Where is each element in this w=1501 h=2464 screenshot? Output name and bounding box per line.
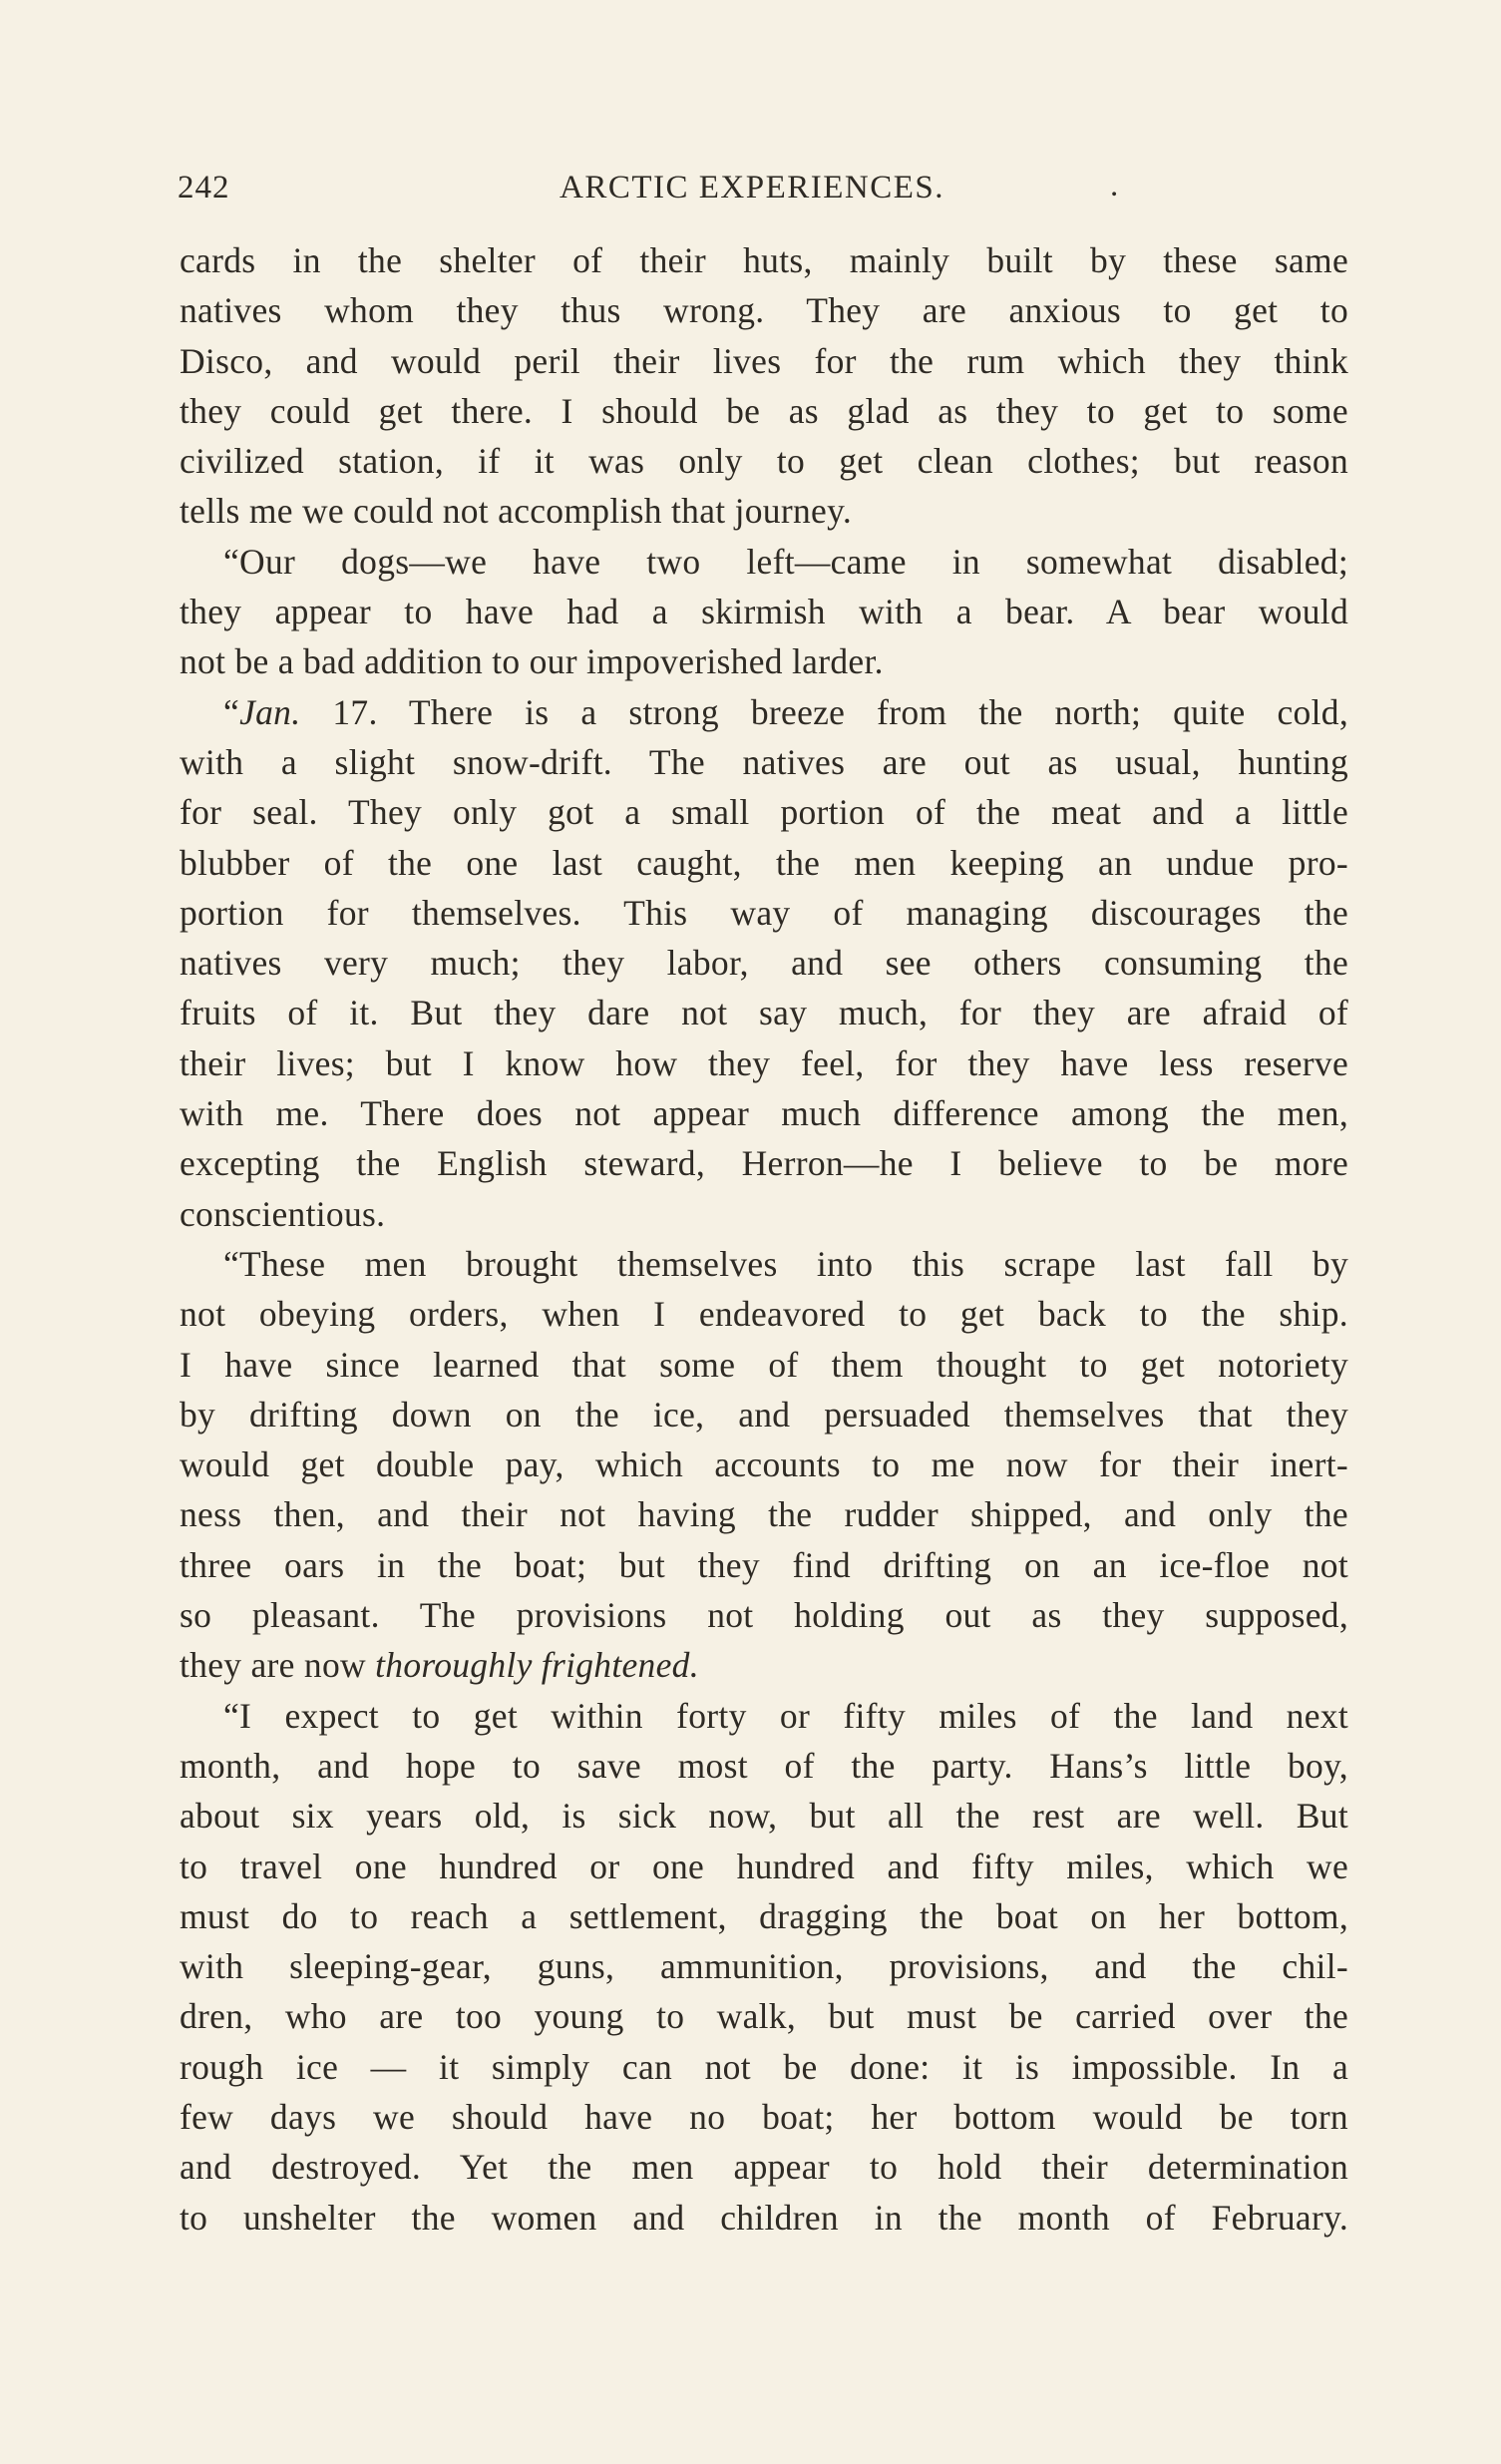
italic-phrase: thoroughly frightened. xyxy=(375,1645,699,1686)
text-line: excepting the English steward, Herron—he I believe to be more xyxy=(180,1143,1348,1184)
text-line: they appear to have had a skirmish with a bear. A bear would xyxy=(180,592,1348,632)
text-line: and destroyed. Yet the men appear to hold their determination xyxy=(180,2147,1348,2188)
text-line: I have since learned that some of them thought to get notoriety xyxy=(180,1344,1348,1385)
text-line: conscientious. xyxy=(180,1193,386,1234)
text-line: must do to reach a settlement, dragging the boat on her bottom, xyxy=(180,1895,1348,1936)
text-line: to unshelter the women and children in the month of February. xyxy=(180,2197,1348,2238)
text-line: not be a bad addition to our impoverished larder. xyxy=(180,641,884,682)
text-line: for seal. They only got a small portion of the meat and a little xyxy=(180,792,1348,833)
text-line: tells me we could not accomplish that journey. xyxy=(180,491,852,532)
text-line: with me. There does not appear much difference among the men, xyxy=(180,1093,1348,1134)
text-line: month, and hope to save most of the party. Hans’s little boy, xyxy=(180,1745,1348,1786)
page-number: 242 xyxy=(178,170,230,205)
text-line: civilized station, if it was only to get clean clothes; but reason xyxy=(180,441,1348,482)
text-line: would get double pay, which accounts to me now for their inert- xyxy=(180,1444,1348,1485)
text-line: ness then, and their not having the rudder shipped, and only the xyxy=(180,1494,1348,1535)
text-line: fruits of it. But they dare not say much, for they are afraid of xyxy=(180,993,1348,1033)
body-text xyxy=(180,235,1348,2243)
text-line: with a slight snow-drift. The natives are out as usual, hunting xyxy=(180,741,1348,782)
text-line: “Jan. 17. There is a strong breeze from the north; quite cold, xyxy=(223,691,1348,732)
text-line: their lives; but I know how they feel, for they have less reserve xyxy=(180,1042,1348,1083)
text-line: blubber of the one last caught, the men keeping an undue pro- xyxy=(180,842,1348,883)
text-line: rough ice — it simply can not be done: it is impossible. In a xyxy=(180,2046,1348,2087)
text-line: dren, who are too young to walk, but must be carried over the xyxy=(180,1996,1348,2037)
text-line: “These men brought themselves into this scrape last fall by xyxy=(223,1243,1348,1284)
text-line: they could get there. I should be as glad as they to get to some xyxy=(180,390,1348,431)
italic-date: Jan. xyxy=(239,691,301,732)
text-line xyxy=(180,1640,1348,1690)
text-line: to travel one hundred or one hundred and fifty miles, which we xyxy=(180,1846,1348,1886)
text-line: natives very much; they labor, and see others consuming the xyxy=(180,943,1348,984)
running-head xyxy=(178,170,1346,213)
running-title: ARCTIC EXPERIENCES. xyxy=(560,170,945,205)
text-line: three oars in the boat; but they find drifting on an ice-floe not xyxy=(180,1544,1348,1585)
text-line: “Our dogs—we have two left—came in somewhat disabled; xyxy=(223,541,1348,582)
text-line: “I expect to get within forty or fifty miles of the land next xyxy=(223,1695,1348,1736)
text-line: natives whom they thus wrong. They are anxious to get to xyxy=(180,290,1348,331)
text-line-start: they are now xyxy=(180,1645,366,1686)
text-line: so pleasant. The provisions not holding out as they supposed, xyxy=(180,1595,1348,1636)
text-line: Disco, and would peril their lives for the rum which they think xyxy=(180,340,1348,381)
text-line: cards in the shelter of their huts, mainly built by these same xyxy=(180,240,1348,280)
text-line: with sleeping-gear, guns, ammunition, provisions, and the chil- xyxy=(180,1946,1348,1987)
text-line: about six years old, is sick now, but all the rest are well. But xyxy=(180,1796,1348,1837)
text-line: few days we should have no boat; her bottom would be torn xyxy=(180,2096,1348,2137)
header-mark: . xyxy=(1110,168,1120,204)
text-line: not obeying orders, when I endeavored to get back to the ship. xyxy=(180,1294,1348,1335)
text-line: portion for themselves. This way of managing discourages the xyxy=(180,892,1348,933)
text-line: by drifting down on the ice, and persuaded themselves that they xyxy=(180,1394,1348,1435)
